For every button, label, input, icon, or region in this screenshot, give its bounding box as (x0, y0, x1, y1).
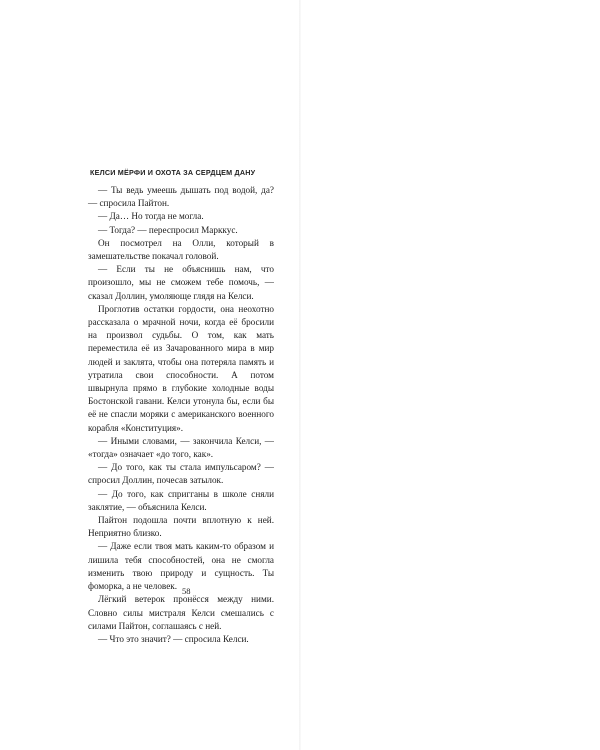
paragraph: — До того, как спригганы в школе сняли заклятие, — объяснила Келси. (88, 488, 274, 512)
paragraph: — Даже если твоя мать каким-то образом и лишила тебя способностей, она не смогла изменить твою природу и сущность. Ты фоморка, а не человек. (88, 541, 274, 592)
paragraph: Проглотив остатки гордости, она неохотно рассказала о мрачной ночи, когда её бросили на произвол судьбы. О том, как мать переместила её из Зачарованного мира в мир людей и заклята, чтобы она потеряла память и утратила свои способности. А потом швырнула прямо в глубокие холодные воды Бостонской гавани. Келси утонула бы, если бы её не спасли моряки с американского военного корабля «Конституция». (88, 303, 274, 433)
paragraph: — Ты ведь умеешь дышать под водой, да? — спросила Пайтон. (88, 185, 274, 209)
page-number: 58 (182, 586, 191, 596)
paragraph: — Да… Но тогда не могла. (98, 211, 204, 222)
paragraph: Лёгкий ветерок пронёсся между ними. Словно силы мистраля Келси смешались с силами Пайтон, соглашаясь с ней. (88, 594, 274, 631)
right-page (300, 0, 600, 750)
paragraph: Он посмотрел на Олли, который в замешательстве покачал головой. (88, 237, 274, 262)
paragraph: — Что это значит? — спросила Келси. (98, 633, 249, 644)
paragraph: — Тогда? — переспросил Марккус. (98, 224, 238, 235)
body-text (88, 184, 274, 646)
paragraph: — Если ты не объяснишь нам, что произошло, мы не сможем тебе помочь, — сказал Доллин, умоляюще глядя на Келси. (88, 264, 274, 301)
running-header: КЕЛСИ МЁРФИ И ОХОТА ЗА СЕРДЦЕМ ДАНУ (90, 168, 256, 177)
paragraph: — До того, как ты стала импульсаром? — спросил Доллин, почесав затылок. (88, 462, 274, 486)
paragraph: — Иными словами, — закончила Келси, — «тогда» означает «до того, как». (88, 435, 274, 460)
paragraph: Пайтон подошла почти вплотную к ней. Неприятно близко. (88, 515, 274, 539)
